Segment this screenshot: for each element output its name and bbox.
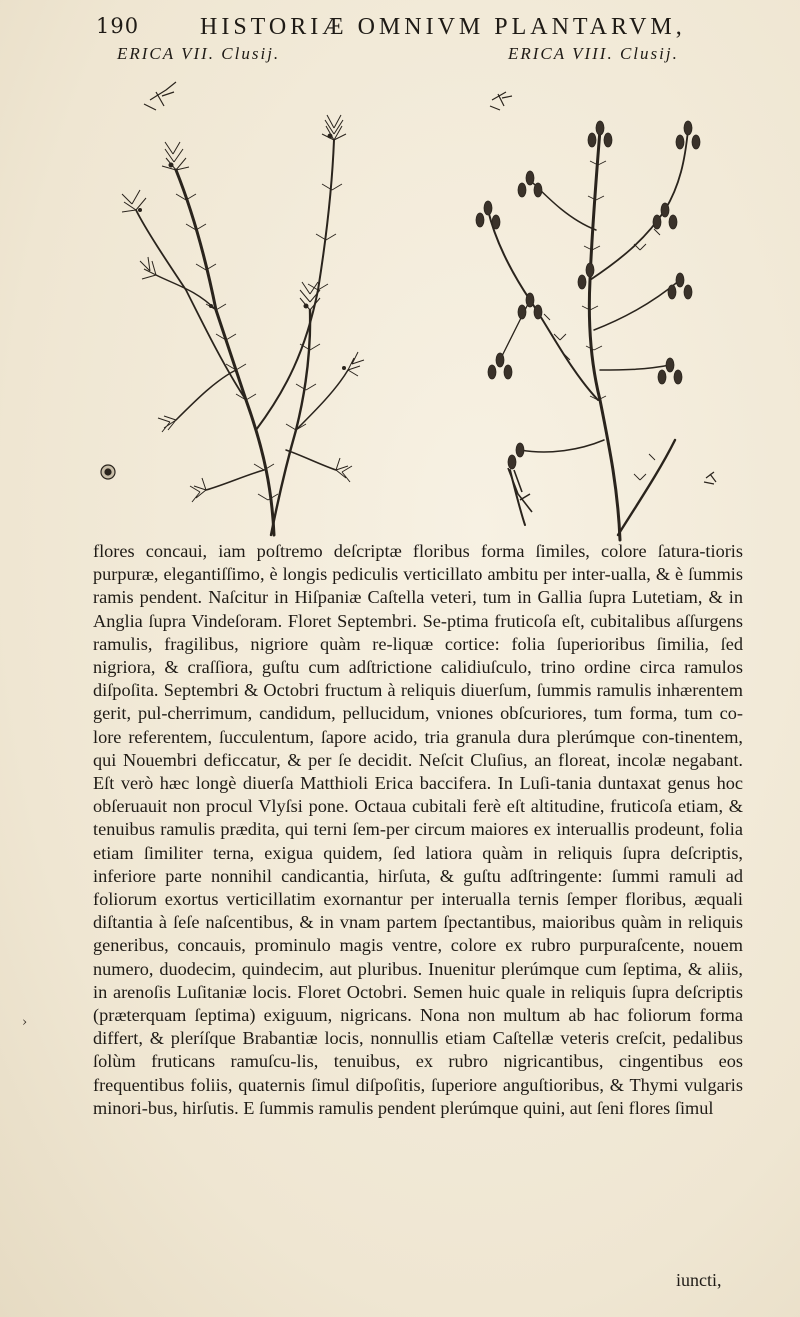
- body-text: [93, 540, 743, 1120]
- erica-viii-woodcut: [470, 70, 730, 545]
- right-figure-caption: ERICA VIII. Clusij.: [508, 44, 679, 63]
- page-number: 190: [96, 14, 140, 38]
- body-paragraph: flores concaui, iam poſtremo deſcriptæ floribus forma ſimiles, colore ſatura-tioris purpuræ, elegantiſſimo, è longis pediculis verticillato ambitu per inter-ualla, & è ſummis ramis pendent. Naſcitur in Hiſpaniæ Caſtella veteri, tum in Gallia ſupra Lutetiam, & in Anglia ſupra Vindeſoram. Floret Septembri. Se-ptima fruticoſa eſt, cubitalibus aſſurgens ramulis, fragilibus, nigriore quàm re-liquæ cortice: folia ſuperioribus ſimilia, ſed nigriora, & craſſiora, guſtu cum adſtrictione calidiuſculo, trino ordine circa ramulos diſpoſita. Septembri & Octobri fructum à reliquis diuerſum, ſummis ramulis inhærentem gerit, pul-cherrimum, candidum, pellucidum, vniones obſcuriores, tum forma, tum co-lore referentem, ſucculentum, ſapore acido, tria granula dura plerúmque con-tinentem, qui Nouembri deficcatur, & per ſe decidit. Neſcit Cluſius, an floreat, incolæ negabant. Eſt verò hæc longè diuerſa Matthioli Erica baccifera. In Luſi-tania duntaxat genus hoc obſeruauit non procul Vlyſsi pone. Octaua cubitali ferè eſt altitudine, fruticoſa etiam, & tenuibus ramulis prædita, qui terni ſem-per circum maiores ex interuallis prodeunt, folia etiam ſimiliter terna, exigua quidem, ſed latiora quàm in reliquis ſupra deſcriptis, inferiore parte nonnihil candicantia, hirſuta, & guſtu adſtringente: ſummi ramuli ad foliorum exortus verticillatim exornantur per interualla ternis ſemper floribus, æquali diſtantia à ſeſe naſcentibus, & in vnam partem ſpectantibus, maioribus quàm in reliquis generibus, concauis, prominulo magis ventre, colore ex rubro purpuraſcente, nouem numero, duodecim, quindecim, aut pluribus. Inuenitur plerúmque cum ſeptima, & aliis, in arenoſis Luſitaniæ locis. Floret Octobri. Semen huic quale in reliquis ſupra deſcriptis (præterquam ſeptima) exiguum, nigricans. Nona non multum ab hac foliorum forma differt, & pleríſque Brabantiæ locis, nonnullis etiam Caſtellæ veteris creſcit, pedalibus ſolùm fruticans ramuſcu-lis, tenuibus, ex rubro nigricantibus, cingentibus eos frequentibus foliis, quaternis ſimul diſpoſitis, ſuperiore anguſtioribus, & Thymi vulgaris minori-bus, hirſutis. E ſummis ramulis pendent plerúmque quini, aut ſeni flores ſimul: [93, 541, 743, 1118]
- margin-mark-icon: ›: [22, 1015, 28, 1030]
- running-title: HISTORIÆ OMNIVM PLANTARVM,: [200, 14, 686, 40]
- catchword: iuncti,: [676, 1270, 722, 1290]
- erica-vii-woodcut: [96, 70, 366, 540]
- left-figure-caption: ERICA VII. Clusij.: [117, 44, 281, 63]
- running-head: [96, 14, 736, 44]
